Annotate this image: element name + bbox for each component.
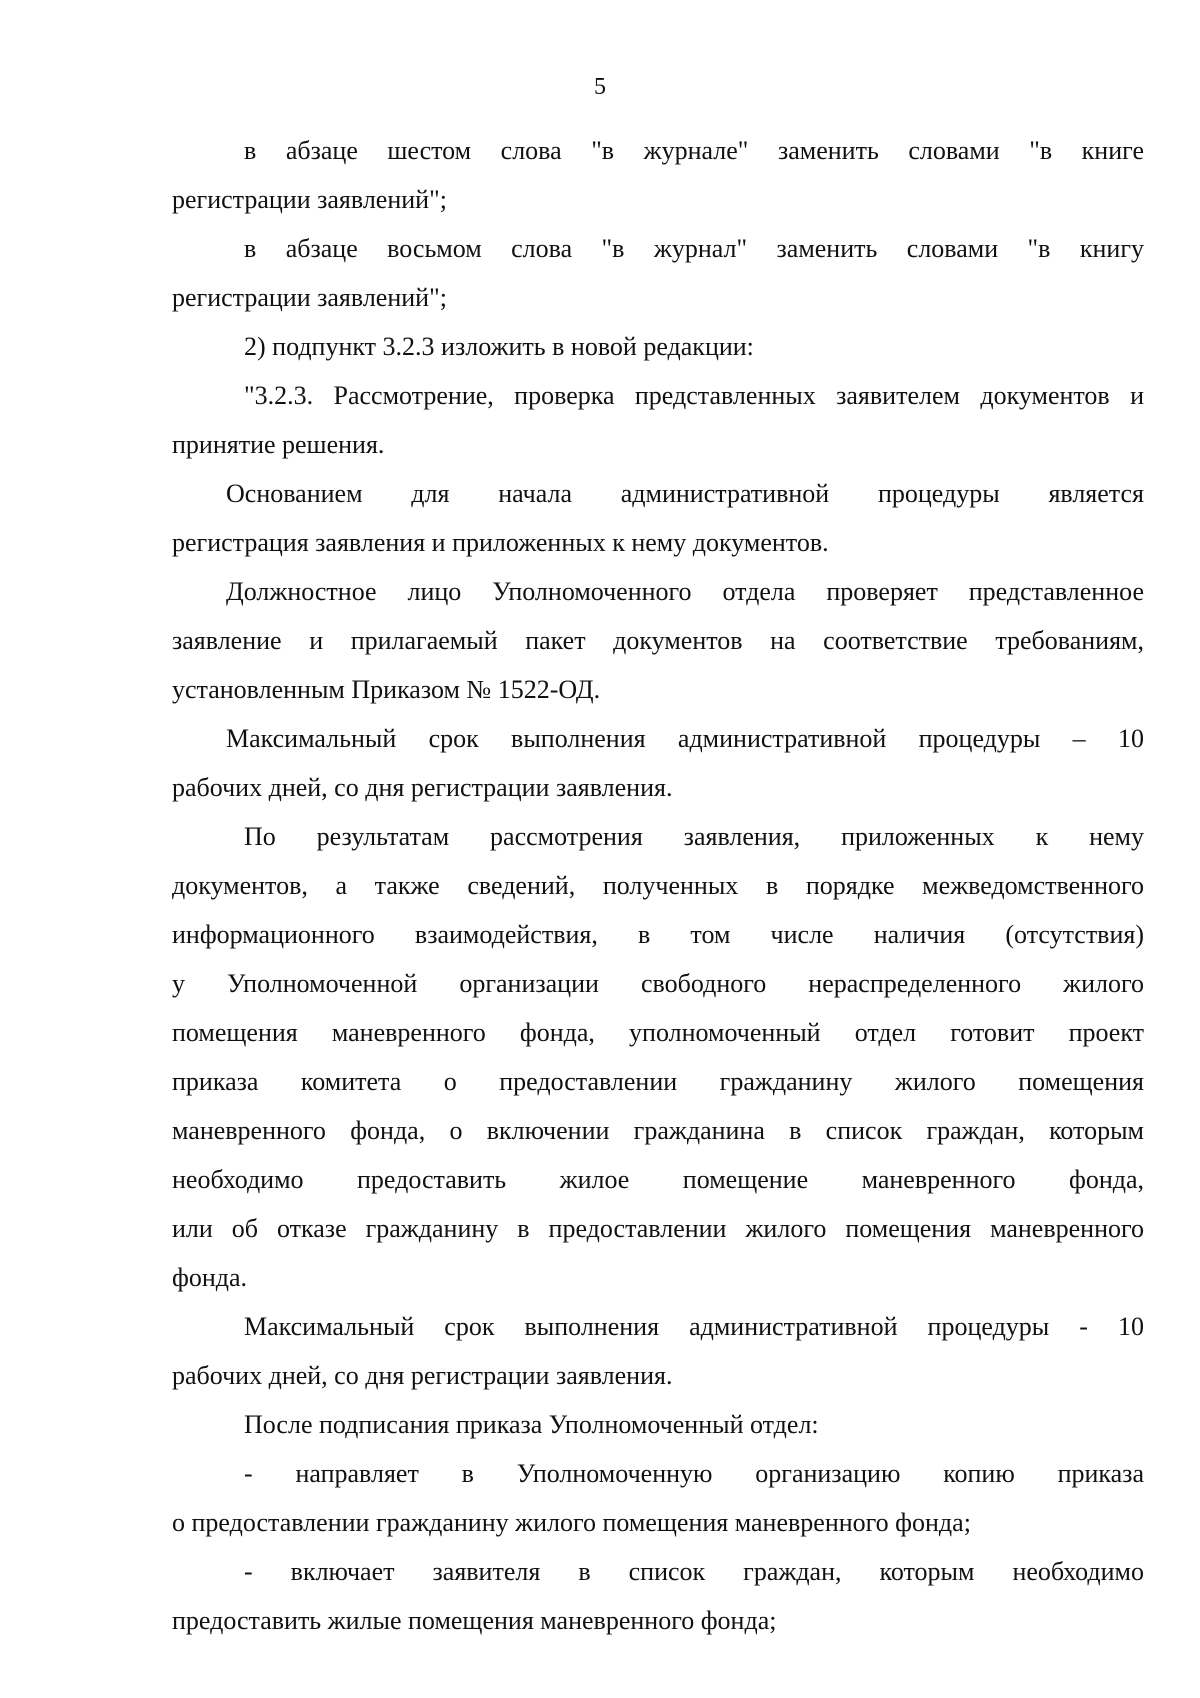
paragraph: [172, 1547, 1144, 1645]
text-line: в абзаце шестом слова "в журнале" заменить словами "в книге: [244, 136, 1144, 165]
paragraph: [172, 1400, 1144, 1449]
text-line: предоставить жилые помещения маневренного фонда;: [172, 1606, 777, 1635]
text-line: 2) подпункт 3.2.3 изложить в новой редакции:: [244, 332, 754, 361]
paragraph: [172, 812, 1144, 1302]
text-line: - направляет в Уполномоченную организацию копию приказа: [244, 1459, 1144, 1488]
text-line: необходимо предоставить жилое помещение маневренного фонда,: [172, 1165, 1144, 1194]
paragraph: [172, 322, 1144, 371]
text-line: рабочих дней, со дня регистрации заявления.: [172, 1361, 673, 1390]
text-line: информационного взаимодействия, в том числе наличия (отсутствия): [172, 920, 1144, 949]
text-line: установленным Приказом № 1522-ОД.: [172, 675, 601, 704]
text-line: в абзаце восьмом слова "в журнал" заменить словами "в книгу: [244, 234, 1144, 263]
text-line: маневренного фонда, о включении гражданина в список граждан, которым: [172, 1116, 1144, 1145]
paragraph: [172, 1302, 1144, 1400]
text-line: заявление и прилагаемый пакет документов на соответствие требованиям,: [172, 626, 1144, 655]
text-line: "3.2.3. Рассмотрение, проверка представленных заявителем документов и: [244, 381, 1144, 410]
page-number: 5: [594, 74, 606, 100]
text-line: регистрации заявлений";: [172, 283, 447, 312]
text-line: или об отказе гражданину в предоставлении жилого помещения маневренного: [172, 1214, 1144, 1243]
text-line: регистрация заявления и приложенных к нему документов.: [172, 528, 829, 557]
paragraph: [172, 469, 1144, 567]
text-line: Максимальный срок выполнения административной процедуры – 10: [226, 724, 1144, 753]
text-line: помещения маневренного фонда, уполномоченный отдел готовит проект: [172, 1018, 1144, 1047]
text-line: о предоставлении гражданину жилого помещения маневренного фонда;: [172, 1508, 971, 1537]
document-body: [172, 126, 1144, 1645]
text-line: После подписания приказа Уполномоченный отдел:: [244, 1410, 819, 1439]
paragraph: [172, 126, 1144, 224]
text-line: фонда.: [172, 1263, 248, 1292]
text-line: документов, а также сведений, полученных в порядке межведомственного: [172, 871, 1144, 900]
paragraph: [172, 1449, 1144, 1547]
text-line: Максимальный срок выполнения административной процедуры - 10: [244, 1312, 1144, 1341]
text-line: регистрации заявлений";: [172, 185, 447, 214]
text-line: По результатам рассмотрения заявления, приложенных к нему: [244, 822, 1144, 851]
text-line: Должностное лицо Уполномоченного отдела проверяет представленное: [226, 577, 1144, 606]
paragraph: [172, 567, 1144, 714]
text-line: принятие решения.: [172, 430, 385, 459]
text-line: приказа комитета о предоставлении гражданину жилого помещения: [172, 1067, 1144, 1096]
text-line: Основанием для начала административной процедуры является: [226, 479, 1144, 508]
paragraph: [172, 714, 1144, 812]
text-line: рабочих дней, со дня регистрации заявления.: [172, 773, 673, 802]
text-line: - включает заявителя в список граждан, которым необходимо: [244, 1557, 1144, 1586]
paragraph: [172, 371, 1144, 469]
text-line: у Уполномоченной организации свободного нераспределенного жилого: [172, 969, 1144, 998]
paragraph: [172, 224, 1144, 322]
